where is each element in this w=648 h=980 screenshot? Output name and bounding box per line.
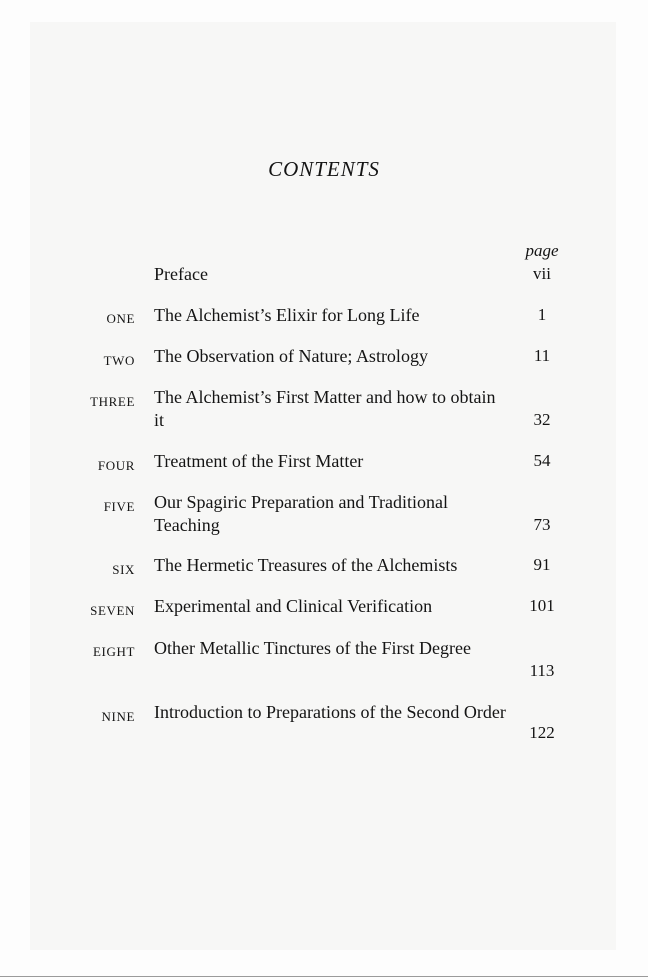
toc-entry-title: Preface [154, 264, 208, 284]
toc-entry-number: ONE [106, 311, 135, 326]
toc-entry-page: vii [533, 264, 551, 283]
toc-entry-number: THREE [90, 394, 135, 409]
toc-entry-title: Treatment of the First Matter [154, 451, 364, 471]
toc-entry-number: NINE [101, 709, 135, 724]
toc-entry-page: 32 [533, 410, 551, 429]
toc-entry-title: The Alchemist’s Elixir for Long Life [154, 305, 420, 325]
toc-entry-page: 73 [533, 515, 551, 534]
scan-edge-divider [0, 976, 648, 977]
toc-entry-title: Our Spagiric Preparation and Traditional Teaching [154, 492, 448, 535]
toc-entry-page: 101 [529, 596, 555, 615]
toc-entry-page: 11 [533, 346, 551, 365]
toc-entry-number: SEVEN [90, 603, 135, 618]
toc-entry-number: TWO [103, 353, 135, 368]
toc-entry-title: The Observation of Nature; Astrology [154, 346, 428, 366]
toc-entry-page: 54 [533, 451, 551, 470]
toc-entry-page: 122 [529, 723, 555, 742]
toc-entry-number: FOUR [97, 458, 135, 473]
toc-entry-number: FIVE [103, 499, 135, 514]
toc-entry-title: Introduction to Preparations of the Second Order [154, 702, 506, 722]
toc-entry-title: Experimental and Clinical Verification [154, 596, 433, 616]
toc-entry-title: The Alchemist’s First Matter and how to obtain it [154, 387, 496, 430]
toc-entry-page: 1 [537, 305, 547, 324]
toc-entry-number: EIGHT [93, 644, 135, 659]
toc-entry-title: Other Metallic Tinctures of the First Degree [154, 638, 471, 658]
contents-title: CONTENTS [268, 157, 380, 181]
page-column-header: page [525, 241, 559, 260]
toc-entry-title: The Hermetic Treasures of the Alchemists [154, 555, 458, 575]
toc-entry-page: 113 [529, 661, 555, 680]
toc-entry-page: 91 [533, 555, 551, 574]
toc-entry-number: SIX [112, 562, 135, 577]
